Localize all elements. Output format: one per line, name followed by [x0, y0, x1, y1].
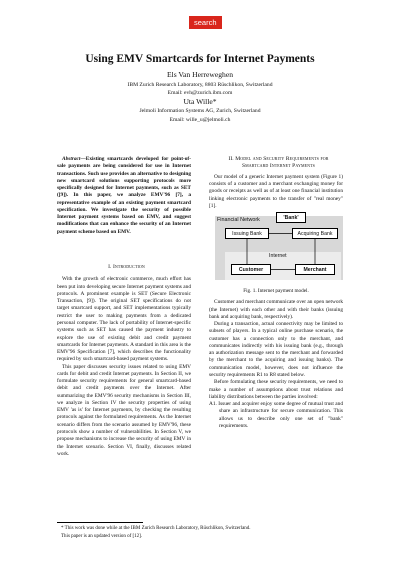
footnote: * This work was done while at the IBM Zurich Research Laboratory, Rüschlikon, Switzerland. [61, 526, 251, 531]
section-heading-line2: Smartcard Internet Payments [241, 163, 315, 170]
paragraph: This paper discusses security issues related to using EMV cards for debit and credit Internet payments. In Section II, we formulate security requirements for general smartcard-based debit and credit payments over the Internet. After summarizing the EMV'96 security mechanisms in Section III, we analyze in Section IV the security properties of using EMV 'as is' for Internet payments, by checking the resulting protocols against the formulated requirements. As the Internet scenario differs from the scenario assumed by EMV'96, these protocols show a number of vulnerabilities. In Section V, we propose mechanisms to increase the security of using EMV in the Internet scenario. Section VI, finally, discusses related work. [57, 363, 191, 457]
payment-model-figure [209, 210, 343, 286]
assumption-item: A1. Issuer and acquirer enjoy some degree of mutual trust and share an infrastructure for secure communication. This allows us to describe only one set of "bank" requirements. [209, 401, 343, 429]
paragraph: Our model of a generic Internet payment system (Figure 1) consists of a customer and a merchant exchanging money for goods or receipts as well as of at least one financial institution linking electronic payments to the transfer of "real money" [1]. [209, 173, 343, 209]
paragraph: Customer and merchant communicate over an open network (the Internet) with each other and with their banks (issuing bank and acquiring bank, respectively). [209, 299, 343, 320]
figure-caption: Fig. 1. Internet payment model. [243, 288, 309, 295]
merchant-box: Merchant [295, 264, 335, 275]
footnotes [57, 522, 343, 541]
issuing-bank-box: Issuing Bank [225, 228, 269, 239]
acquiring-bank-box: Acquiring Bank [292, 228, 338, 239]
paper-title: Using EMV Smartcards for Internet Payments [85, 53, 315, 65]
abstract-body: —Existing smartcards developed for point-of-sale payments are being considered for use in Internet transactions. Such use provides an alternative to designing new smartcard solutions supporting protocols more specifically designed for Internet payments, such as SET ([9]). In this paper, we analyze EMV'96 [7], a representative example of an existing payment smartcard specification. We investigate the security of possible Internet payment systems based on EMV, and suggest modifications that can enhance the security of an Internet payment scheme based on EMV. [57, 156, 191, 235]
author-name: Els Van Herreweghen [166, 70, 234, 79]
internet-label: Internet [269, 253, 287, 260]
author-block [0, 70, 400, 124]
section-heading: II. Model and Security Requirements for [228, 156, 329, 162]
financial-network-label: Financial Network [217, 217, 260, 224]
author-email: Email: wille_u@jelmoli.ch [169, 116, 231, 123]
search-button[interactable]: search [189, 16, 222, 29]
author-name: Uta Wille* [183, 96, 217, 106]
abstract-lead: Abstract [62, 156, 81, 162]
footnote: This paper is an updated version of [12]. [61, 533, 143, 539]
section-heading: I. Introduction [108, 263, 145, 270]
customer-box: Customer [231, 264, 271, 275]
footnote-rule [57, 522, 143, 523]
paragraph: During a transaction, actual connectivity may be limited to subsets of players. In a typical online purchase scenario, the customer has a connection only to the merchant, and communicates indirectly with his issuing bank (e.g., through an authorization message sent to the merchant and forwarded by the merchant to the acquiring and issuing banks). The communication model, however, does not influence the security requirements R1 to R8 stated below. [209, 321, 343, 378]
right-column [209, 156, 343, 430]
author-affiliation: IBM Zurich Research Laboratory, 8803 Rüschlikon, Switzerland [127, 81, 273, 88]
paragraph: With the growth of electronic commerce, much effort has been put into developing secure Internet payment systems and protocols. A prominent example is SET (Secure Electronic Transaction, [9]). The original SET specifications do not target smartcard support, and SET implementations typically restrict the user to making payments from a dedicated personal computer. The lack of portability of Internet-specific systems such as SET has caused the payment industry to explore the use of existing debit and credit payment smartcards for Internet payments. A standard in this area is the EMV'96 Specification [7], which describes the functionality required by such smartcard-based payment systems. [57, 276, 191, 363]
author-affiliation: Jelmoli Information Systems AG, Zurich, Switzerland [139, 108, 261, 115]
paragraph: Before formulating these security requirements, we need to make a number of assumptions about trust relations and liability distributions between the parties involved: [209, 379, 343, 400]
left-column [57, 156, 191, 458]
abstract [57, 156, 191, 236]
author-email: Email: evh@zurich.ibm.com [167, 89, 233, 96]
bank-box: 'Bank' [276, 212, 306, 223]
